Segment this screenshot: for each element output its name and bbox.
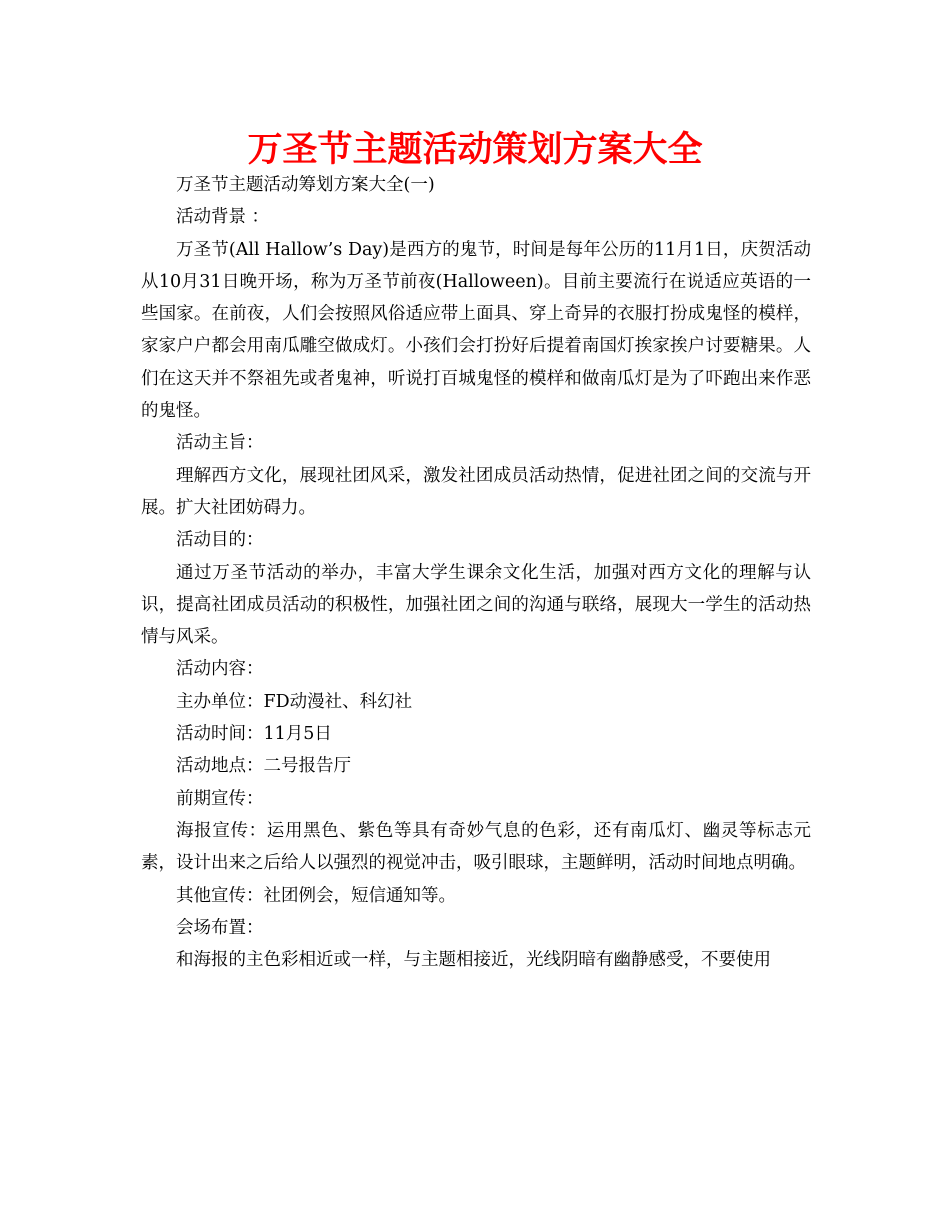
paragraph-subtitle: 万圣节主题活动筹划方案大全(一) bbox=[176, 175, 435, 195]
paragraph-heading-purpose: 活动主旨： bbox=[176, 433, 264, 454]
paragraph-heading-content: 活动内容： bbox=[176, 659, 264, 680]
paragraph-venue-text: 和海报的主色彩相近或一样，与主题相接近，光线阴暗有幽静感受，不要使用 bbox=[176, 950, 771, 971]
paragraph-heading-background: 活动背景 ： bbox=[176, 207, 270, 228]
paragraph-background-text: 万圣节(All Hallow’s Day)是西方的鬼节，时间是每年公历的11月1日，庆贺活动从10月31日晚开场，称为万圣节前夜(Halloween)。目前主要流行在说适应英语的一些国家。在前夜，人们会按照风俗适应带上面具、穿上奇异的衣服打扮成鬼怪的模样，家家户户都会用南瓜雕空做成灯。小孩们会打扮好后提着南国灯挨家挨户讨要糖果。人们在这天并不祭祖先或者鬼神，听说打百城鬼怪的模样和做南瓜灯是为了吓跑出来作恶的鬼怪。 bbox=[141, 239, 811, 422]
paragraph-heading-venue: 会场布置： bbox=[176, 917, 264, 938]
paragraph-location: 活动地点：二号报告厅 bbox=[176, 756, 351, 777]
paragraph-goal-text: 通过万圣节活动的举办，丰富大学生课余文化生活，加强对西方文化的理解与认识，提高社团成员活动的积极性，加强社团之间的沟通与联络，展现大一学生的活动热情与风采。 bbox=[141, 562, 811, 648]
paragraph-other-promotion: 其他宣传：社团例会，短信通知等。 bbox=[176, 885, 456, 906]
paragraph-time: 活动时间：11月5日 bbox=[176, 724, 332, 745]
paragraph-heading-promotion: 前期宣传： bbox=[176, 788, 264, 809]
paragraph-poster-promotion: 海报宣传：运用黑色、紫色等具有奇妙气息的色彩，还有南瓜灯、幽灵等标志元素，设计出来之后给人以强烈的视觉冲击，吸引眼球，主题鲜明，活动时间地点明确。 bbox=[141, 820, 811, 874]
document-title: 万圣节主题活动策划方案大全 bbox=[247, 130, 703, 170]
paragraph-purpose-text: 理解西方文化，展现社团风采，激发社团成员活动热情，促进社团之间的交流与开展。扩大社团妨碍力。 bbox=[141, 465, 811, 518]
paragraph-organizer: 主办单位：FD动漫社、科幻社 bbox=[176, 691, 413, 712]
document-body bbox=[141, 169, 811, 976]
paragraph-heading-goal: 活动目的： bbox=[176, 530, 264, 551]
